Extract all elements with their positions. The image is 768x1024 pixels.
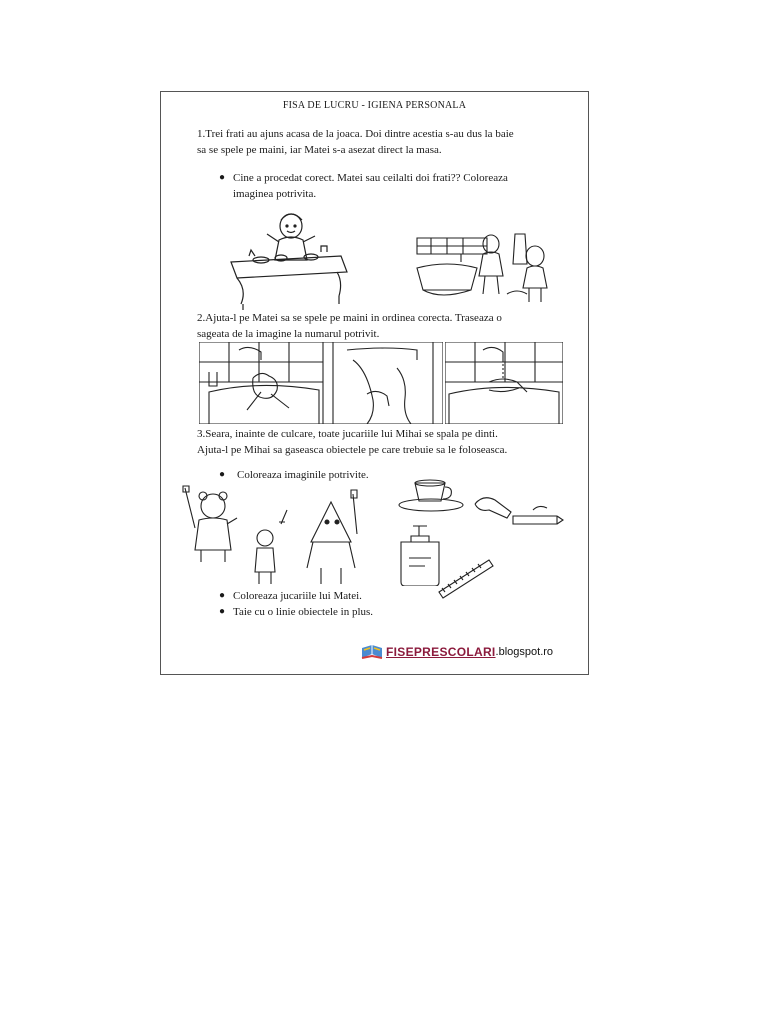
bottom-bullet-1 <box>219 588 533 604</box>
bullet-dot: ● <box>219 469 226 480</box>
site-logo[interactable] <box>361 642 553 662</box>
bullet-dot: ● <box>219 590 226 601</box>
question-3-line-1: 3.Seara, inainte de culcare, toate jucariile lui Mihai se spala pe dinti. <box>197 428 498 440</box>
logo-text: FISEPRESCOLARI <box>386 645 496 659</box>
logo-domain: .blogspot.ro <box>495 646 554 658</box>
bullet-dot: ● <box>219 172 226 183</box>
cup-and-saucer-picture <box>397 477 469 517</box>
step-towel-picture <box>323 342 443 424</box>
worksheet-page <box>160 91 589 675</box>
bullet-dot: ● <box>219 606 226 617</box>
child-at-table-picture <box>221 208 351 312</box>
worksheet-title: FISA DE LUCRU - IGIENA PERSONALA <box>282 100 467 111</box>
bottom-bullet-2 <box>219 604 533 620</box>
question-1-bullet <box>219 170 563 202</box>
question-3-line-2: Ajuta-l pe Mihai sa gaseasca obiectele pe care trebuie sa le foloseasca. <box>197 444 508 456</box>
book-logo-icon <box>361 644 383 660</box>
question-2-text <box>197 310 567 342</box>
toothbrush-and-toothpaste-picture <box>473 490 565 540</box>
question-1-line-2: sa se spele pe maini, iar Matei s-a asezat direct la masa. <box>197 144 442 156</box>
question-1-line-1: 1.Trei frati au ajuns acasa de la joaca. Doi dintre acestia s-au dus la baie <box>197 128 514 140</box>
toys-with-toothbrushes-picture <box>181 484 361 588</box>
question-3-bullet-text: Coloreaza imaginile potrivite. <box>237 469 369 481</box>
question-1-bullet-line-1: Cine a procedat corect. Matei sau ceilalti doi frati?? Coloreaza <box>233 172 508 184</box>
question-2-line-2: sageata de la imagine la numarul potrivit. <box>197 328 380 340</box>
bottom-bullet-1-text: Coloreaza jucariile lui Matei. <box>233 590 362 602</box>
question-2-line-1: 2.Ajuta-l pe Matei sa se spele pe maini in ordinea corecta. Traseaza o <box>197 312 502 324</box>
question-1-text <box>197 126 567 158</box>
children-washing-picture <box>411 224 563 314</box>
bottom-bullets <box>219 588 533 620</box>
bottom-bullet-2-text: Taie cu o linie obiectele in plus. <box>233 606 374 618</box>
question-3-text <box>197 426 567 458</box>
step-tap-rinsing-picture <box>445 342 563 424</box>
question-1-bullet-line-2: imaginea potrivita. <box>233 188 317 200</box>
step-tap-washing-picture <box>199 342 323 424</box>
